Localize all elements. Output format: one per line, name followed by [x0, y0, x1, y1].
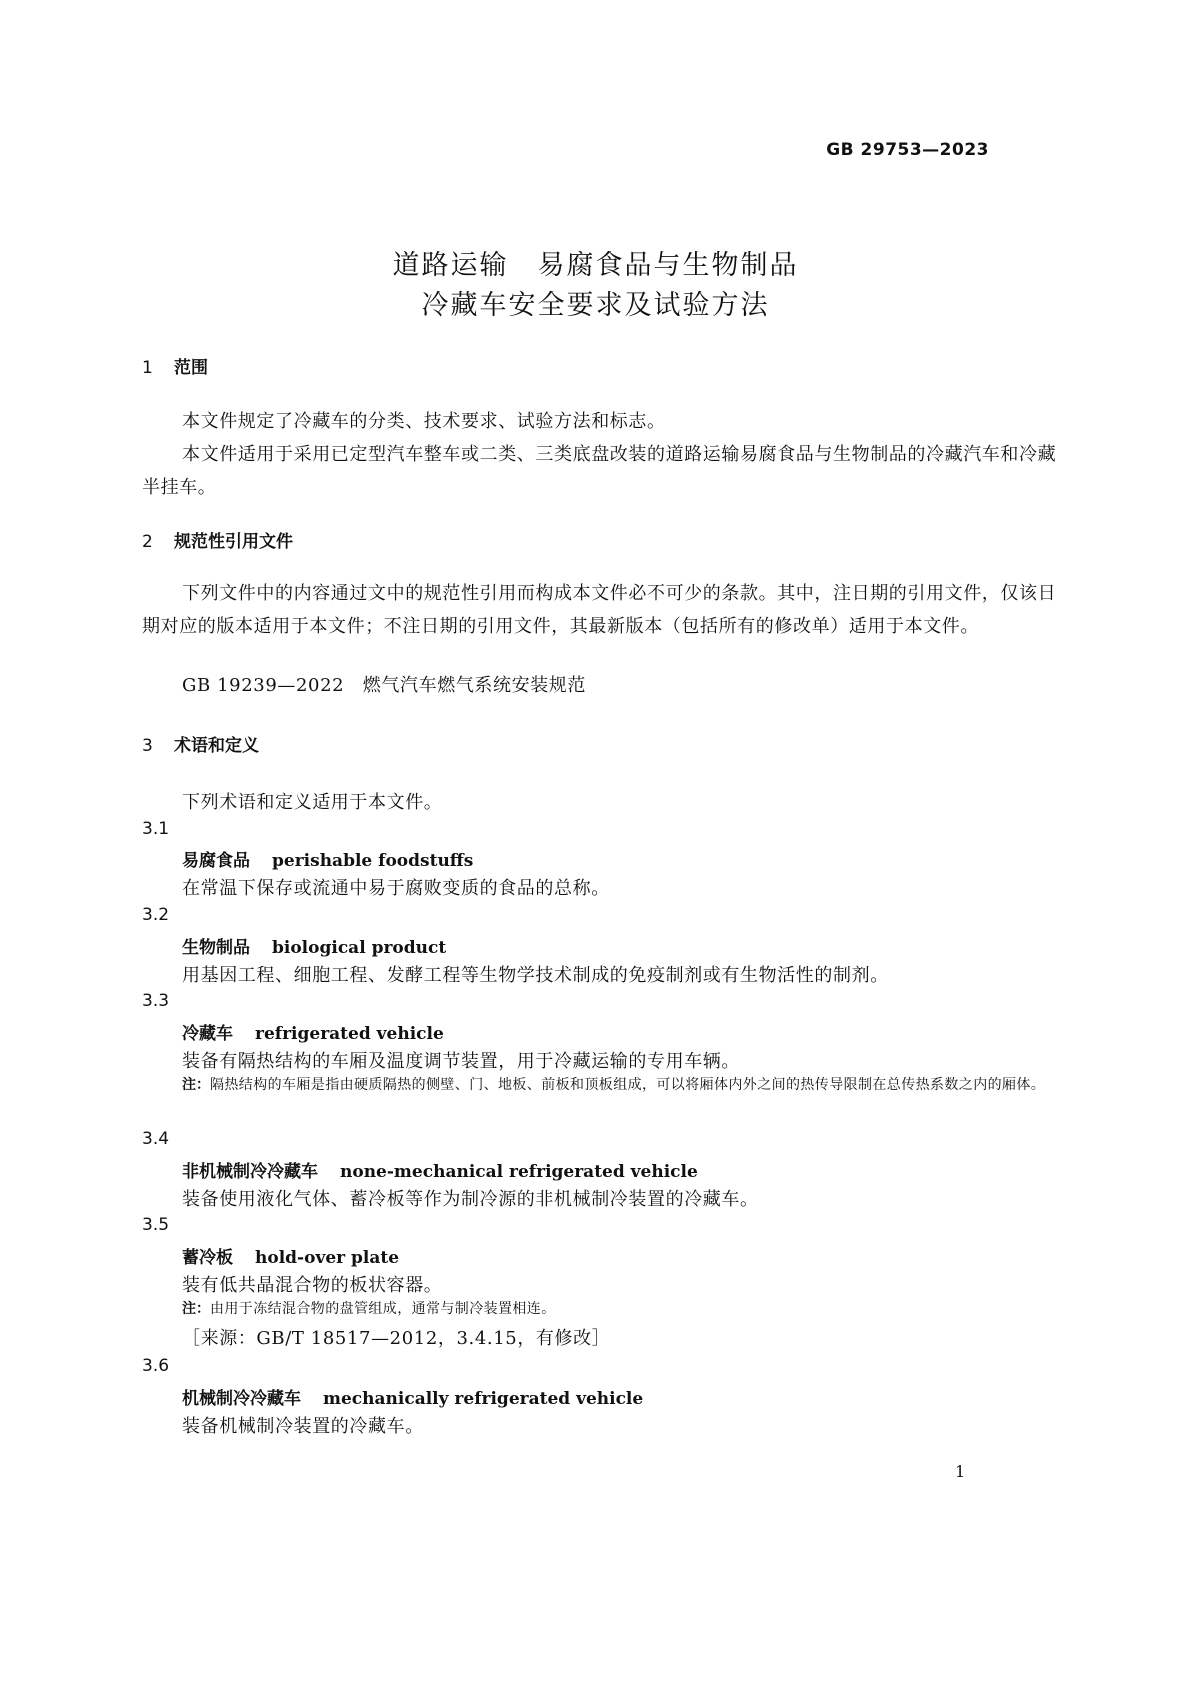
section-number: 2 — [142, 532, 153, 552]
note-text: 隔热结构的车厢是指由硬质隔热的侧壁、门、地板、前板和顶板组成，可以将厢体内外之间的热传导限制在总传热系数之内的厢体。 — [210, 1077, 1046, 1093]
term-en: biological product — [272, 938, 447, 958]
term-number: 3.5 — [142, 1215, 170, 1235]
term-number: 3.6 — [142, 1356, 170, 1376]
section-heading-scope — [142, 353, 208, 378]
term-name — [182, 1019, 444, 1044]
section-heading-references — [142, 527, 293, 552]
term-definition: 装备有隔热结构的车厢及温度调节装置，用于冷藏运输的专用车辆。 — [182, 1051, 740, 1072]
term-note — [182, 1073, 1062, 1098]
term-number: 3.1 — [142, 819, 170, 839]
note-label: 注： — [182, 1077, 210, 1093]
term-definition: 用基因工程、细胞工程、发酵工程等生物学技术制成的免疫制剂或有生物活性的制剂。 — [182, 965, 889, 986]
term-en: none-mechanical refrigerated vehicle — [340, 1162, 698, 1182]
term-definition: 装备使用液化气体、蓄冷板等作为制冷源的非机械制冷装置的冷藏车。 — [182, 1189, 759, 1210]
scope-paragraphs — [142, 405, 1062, 504]
term-number: 3.3 — [142, 991, 170, 1011]
term-en: perishable foodstuffs — [272, 851, 474, 871]
term-name — [182, 1157, 698, 1182]
paragraph: 本文件规定了冷藏车的分类、技术要求、试验方法和标志。 — [182, 411, 666, 432]
term-definition: 装备机械制冷装置的冷藏车。 — [182, 1416, 424, 1437]
document-title-line-1: 道路运输 易腐食品与生物制品 — [392, 250, 799, 281]
section-title: 术语和定义 — [174, 736, 259, 756]
term-name — [182, 1384, 643, 1409]
term-definition: 在常温下保存或流通中易于腐败变质的食品的总称。 — [182, 878, 610, 899]
document-title-line-2: 冷藏车安全要求及试验方法 — [421, 290, 770, 321]
term-number: 3.2 — [142, 905, 170, 925]
term-number: 3.4 — [142, 1129, 170, 1149]
term-zh: 蓄冷板 — [182, 1248, 233, 1268]
term-en: mechanically refrigerated vehicle — [323, 1389, 644, 1409]
references-paragraph — [142, 577, 1062, 643]
note-label: 注： — [182, 1301, 210, 1317]
paragraph: 下列文件中的内容通过文中的规范性引用而构成本文件必不可少的条款。其中，注日期的引用文件，仅该日期对应的版本适用于本文件；不注日期的引用文件，其最新版本（包括所有的修改单）适用于本文件。 — [142, 583, 1057, 637]
term-zh: 生物制品 — [182, 938, 250, 958]
section-heading-terms — [142, 731, 259, 756]
page-number: 1 — [955, 1462, 966, 1481]
term-name — [182, 933, 446, 958]
term-source: ［来源：GB/T 18517—2012，3.4.15，有修改］ — [182, 1328, 611, 1349]
term-name — [182, 1243, 399, 1268]
term-name — [182, 846, 473, 871]
standard-code: GB 29753—2023 — [826, 140, 989, 160]
section-title: 范围 — [174, 358, 208, 378]
section-number: 3 — [142, 736, 153, 756]
term-zh: 机械制冷冷藏车 — [182, 1389, 301, 1409]
term-note — [182, 1297, 1062, 1322]
paragraph: 本文件适用于采用已定型汽车整车或二类、三类底盘改装的道路运输易腐食品与生物制品的冷藏汽车和冷藏半挂车。 — [142, 444, 1057, 498]
reference-item: GB 19239—2022 燃气汽车燃气系统安装规范 — [182, 675, 586, 696]
term-definition: 装有低共晶混合物的板状容器。 — [182, 1275, 443, 1296]
section-number: 1 — [142, 358, 153, 378]
terms-intro: 下列术语和定义适用于本文件。 — [182, 792, 443, 813]
note-text: 由用于冻结混合物的盘管组成，通常与制冷装置相连。 — [210, 1301, 556, 1317]
term-en: hold-over plate — [255, 1248, 400, 1268]
term-zh: 易腐食品 — [182, 851, 250, 871]
section-title: 规范性引用文件 — [174, 532, 293, 552]
term-zh: 非机械制冷冷藏车 — [182, 1162, 318, 1182]
term-en: refrigerated vehicle — [255, 1024, 444, 1044]
term-zh: 冷藏车 — [182, 1024, 233, 1044]
